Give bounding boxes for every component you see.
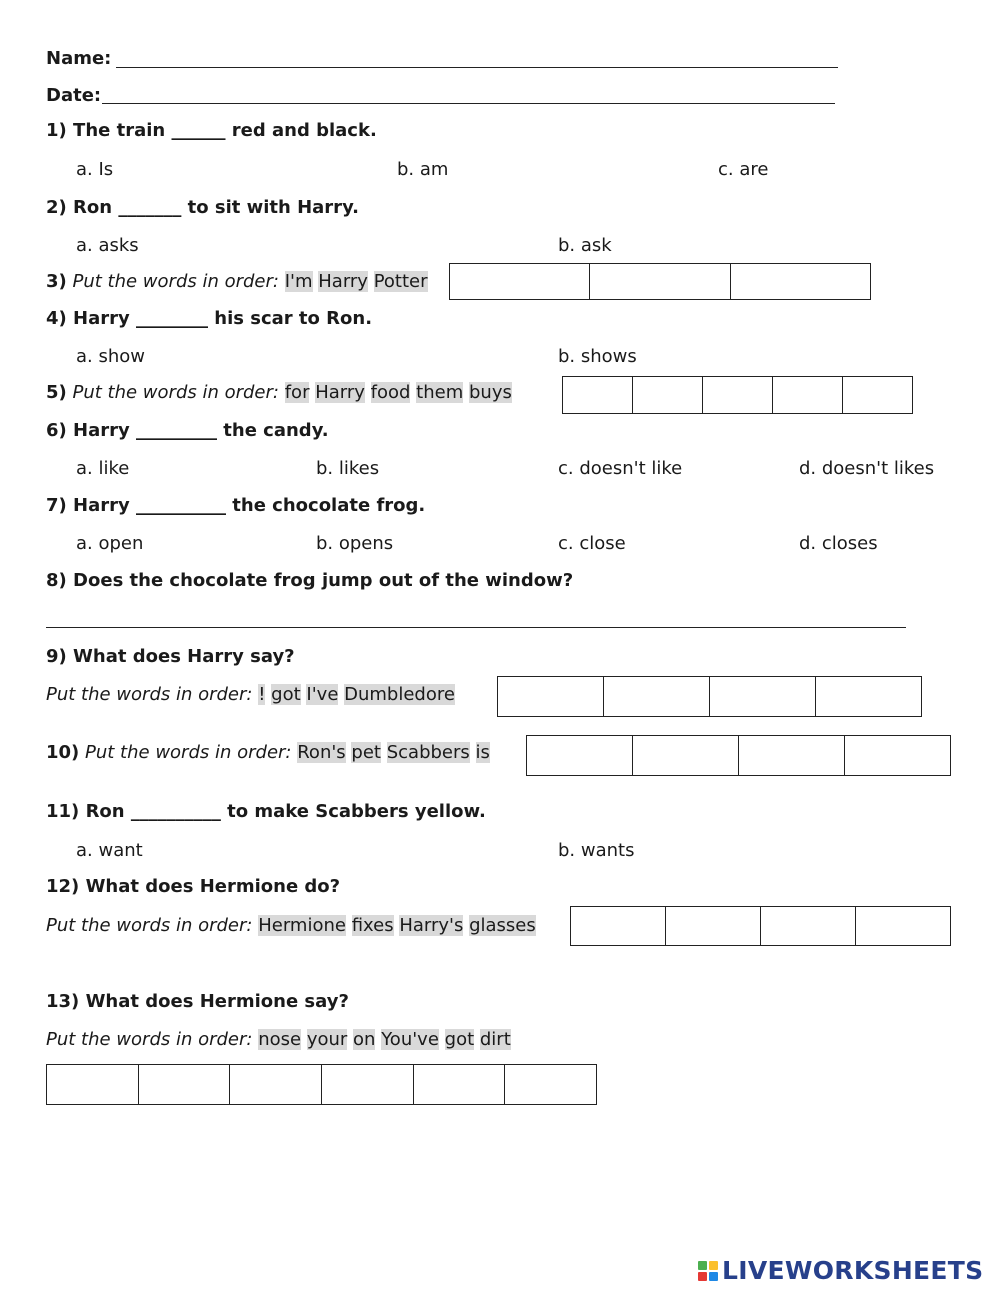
q3-instruction: Put the words in order: [72, 271, 279, 292]
q2-option-b[interactable]: b. ask [558, 235, 612, 256]
answer-box[interactable] [633, 377, 703, 413]
q9-answer-boxes [497, 676, 922, 717]
q10-answer-boxes [526, 735, 951, 776]
q12-word[interactable]: Hermione [258, 915, 346, 936]
q4-question [46, 307, 372, 331]
answer-box[interactable] [450, 264, 590, 299]
q5-answer-boxes [562, 376, 913, 414]
q7-question [46, 494, 425, 518]
answer-box[interactable] [739, 736, 845, 775]
q12-instruction-row [46, 914, 536, 938]
q3-answer-boxes [449, 263, 871, 300]
q3-word[interactable]: Harry [318, 271, 368, 292]
q3-number: 3) [46, 271, 67, 292]
q12-answer-boxes [570, 906, 951, 946]
q5-question [46, 381, 512, 405]
answer-box[interactable] [666, 907, 761, 945]
date-label: Date: [46, 85, 102, 106]
q5-number: 5) [46, 382, 67, 403]
q9-word[interactable]: got [271, 684, 301, 705]
answer-box[interactable] [322, 1065, 414, 1104]
answer-box[interactable] [590, 264, 730, 299]
q5-word[interactable]: food [370, 382, 411, 403]
liveworksheets-brand: LIVEWORKSHEETS [722, 1256, 984, 1285]
q2-option-a[interactable]: a. asks [76, 235, 139, 256]
q1-text: The train ______ red and black. [73, 120, 377, 141]
q6-text: Harry _________ the candy. [73, 420, 329, 441]
q13-word[interactable]: on [353, 1029, 376, 1050]
answer-box[interactable] [845, 736, 950, 775]
q12-word[interactable]: glasses [469, 915, 536, 936]
answer-box[interactable] [498, 677, 604, 716]
q7-option-a[interactable]: a. open [76, 533, 144, 554]
q1-option-c[interactable]: c. are [718, 159, 769, 180]
q6-option-d[interactable]: d. doesn't likes [799, 458, 935, 479]
q12-word[interactable]: fixes [351, 915, 394, 936]
q5-word[interactable]: Harry [315, 382, 365, 403]
name-label: Name: [46, 48, 112, 69]
q8-question [46, 569, 573, 593]
q13-text: What does Hermione say? [85, 991, 349, 1012]
answer-box[interactable] [731, 264, 870, 299]
logo-square-blue [709, 1272, 718, 1281]
q8-text: Does the chocolate frog jump out of the window? [73, 570, 574, 591]
answer-box[interactable] [856, 907, 950, 945]
q1-question [46, 119, 377, 143]
q8-answer-line[interactable] [46, 627, 906, 628]
q10-number: 10) [46, 742, 80, 763]
q9-question [46, 645, 295, 669]
q3-word[interactable]: I'm [284, 271, 313, 292]
answer-box[interactable] [47, 1065, 139, 1104]
logo-square-red [698, 1272, 707, 1281]
answer-box[interactable] [816, 677, 921, 716]
q10-instruction: Put the words in order: [85, 742, 292, 763]
q8-number: 8) [46, 570, 67, 591]
q7-option-d[interactable]: d. closes [799, 533, 878, 554]
q12-text: What does Hermione do? [85, 876, 341, 897]
q2-number: 2) [46, 197, 67, 218]
q9-word[interactable]: I've [306, 684, 339, 705]
answer-box[interactable] [571, 907, 666, 945]
q9-number: 9) [46, 646, 67, 667]
q4-text: Harry ________ his scar to Ron. [73, 308, 373, 329]
q13-word[interactable]: You've [381, 1029, 439, 1050]
q7-option-b[interactable]: b. opens [316, 533, 394, 554]
answer-box[interactable] [139, 1065, 231, 1104]
q4-option-a[interactable]: a. show [76, 346, 145, 367]
liveworksheets-logo [698, 1257, 983, 1285]
q10-word[interactable]: is [475, 742, 490, 763]
q13-instruction-row [46, 1028, 511, 1052]
q10-word[interactable]: Scabbers [386, 742, 470, 763]
q6-option-c[interactable]: c. doesn't like [558, 458, 683, 479]
q7-text: Harry __________ the chocolate frog. [73, 495, 426, 516]
q9-word[interactable]: Dumbledore [344, 684, 455, 705]
q2-question [46, 196, 359, 220]
answer-box[interactable] [505, 1065, 596, 1104]
answer-box[interactable] [773, 377, 843, 413]
answer-box[interactable] [414, 1065, 506, 1104]
q13-word[interactable]: your [306, 1029, 348, 1050]
q3-question [46, 270, 428, 294]
q5-word[interactable]: for [284, 382, 310, 403]
logo-square-yellow [709, 1261, 718, 1270]
name-answer-line[interactable] [116, 67, 838, 68]
q12-number: 12) [46, 876, 80, 897]
answer-box[interactable] [563, 377, 633, 413]
q10-word[interactable]: Ron's [297, 742, 346, 763]
answer-box[interactable] [843, 377, 912, 413]
q1-option-a[interactable]: a. Is [76, 159, 114, 180]
q1-option-b[interactable]: b. am [397, 159, 449, 180]
answer-box[interactable] [230, 1065, 322, 1104]
liveworksheets-logo-icon [698, 1261, 718, 1281]
q11-question [46, 800, 486, 824]
date-answer-line[interactable] [102, 103, 835, 104]
q5-instruction: Put the words in order: [72, 382, 279, 403]
q10-question [46, 741, 490, 765]
answer-box[interactable] [761, 907, 856, 945]
q13-word[interactable]: dirt [479, 1029, 511, 1050]
answer-box[interactable] [604, 677, 710, 716]
answer-box[interactable] [527, 736, 633, 775]
q6-question [46, 419, 329, 443]
q13-number: 13) [46, 991, 80, 1012]
q3-word[interactable]: Potter [373, 271, 428, 292]
q11-text: Ron __________ to make Scabbers yellow. [85, 801, 486, 822]
q12-instruction: Put the words in order: [46, 915, 253, 936]
q13-instruction: Put the words in order: [46, 1029, 253, 1050]
q11-number: 11) [46, 801, 80, 822]
logo-square-green [698, 1261, 707, 1270]
q2-text: Ron _______ to sit with Harry. [73, 197, 359, 218]
q10-word[interactable]: pet [351, 742, 381, 763]
q7-option-c[interactable]: c. close [558, 533, 626, 554]
q5-word[interactable]: buys [468, 382, 512, 403]
q11-option-a[interactable]: a. want [76, 840, 143, 861]
q13-word[interactable]: got [444, 1029, 475, 1050]
q13-question [46, 990, 349, 1014]
q13-word[interactable]: nose [258, 1029, 302, 1050]
q7-number: 7) [46, 495, 67, 516]
q6-number: 6) [46, 420, 67, 441]
q9-instruction: Put the words in order: [46, 684, 253, 705]
q4-number: 4) [46, 308, 67, 329]
q1-number: 1) [46, 120, 67, 141]
q6-option-b[interactable]: b. likes [316, 458, 380, 479]
q4-option-b[interactable]: b. shows [558, 346, 637, 367]
answer-box[interactable] [633, 736, 739, 775]
q13-answer-boxes [46, 1064, 597, 1105]
answer-box[interactable] [710, 677, 816, 716]
q6-option-a[interactable]: a. like [76, 458, 130, 479]
q9-word[interactable]: ! [258, 684, 266, 705]
q9-text: What does Harry say? [73, 646, 295, 667]
q12-word[interactable]: Harry's [399, 915, 464, 936]
answer-box[interactable] [703, 377, 773, 413]
q12-question [46, 875, 340, 899]
q9-instruction-row [46, 683, 455, 707]
q11-option-b[interactable]: b. wants [558, 840, 635, 861]
q5-word[interactable]: them [416, 382, 464, 403]
